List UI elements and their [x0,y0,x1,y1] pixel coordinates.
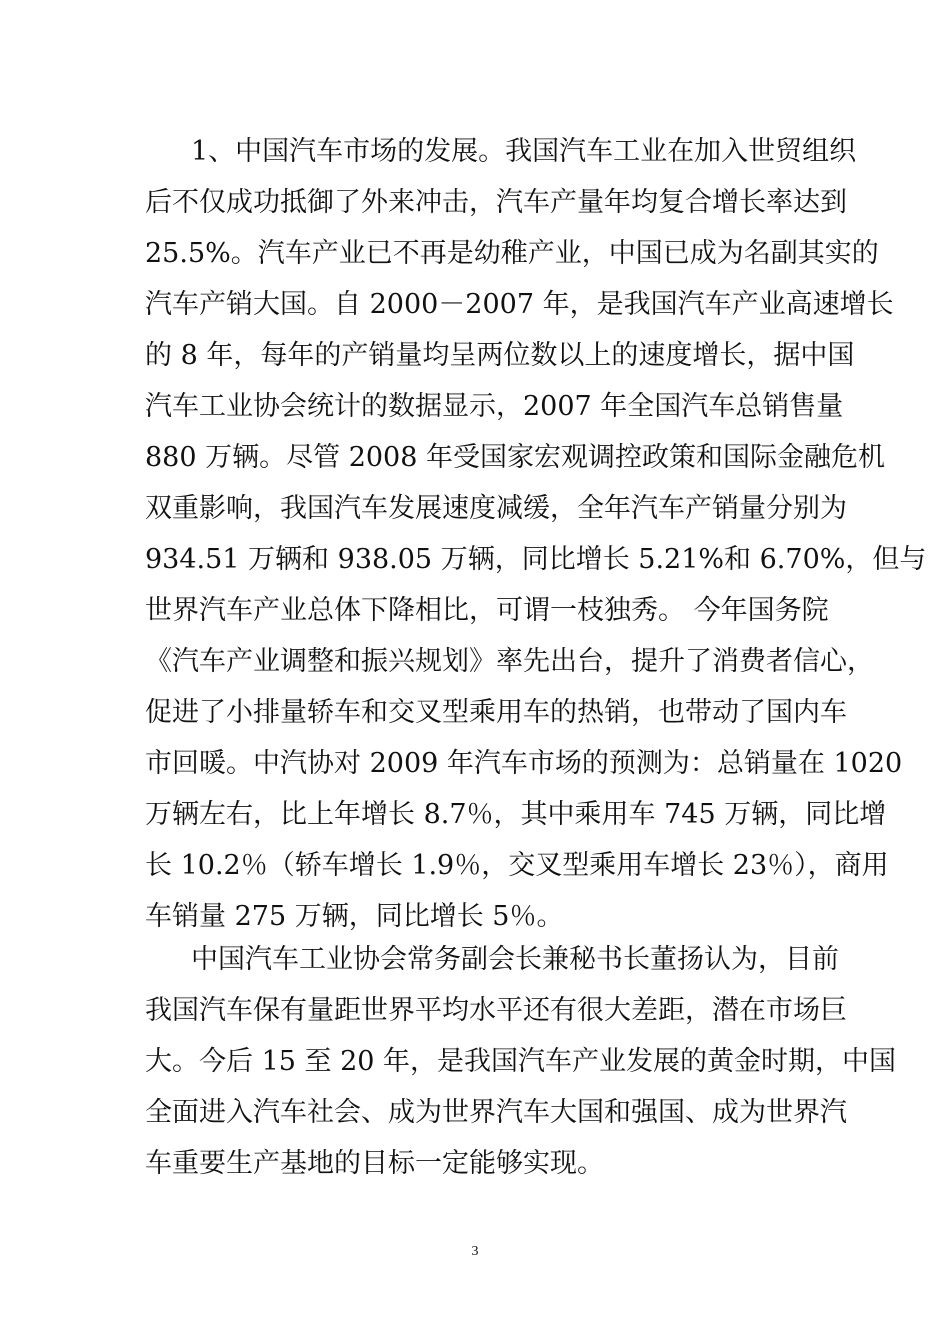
text-line: 《汽车产业调整和振兴规划》率先出台，提升了消费者信心， [145,646,874,677]
text-line: 万辆左右，比上年增长 8.7％，其中乘用车 745 万辆，同比增 [145,799,887,830]
text-line: 车重要生产基地的目标一定能够实现。 [145,1148,604,1179]
text-line: 我国汽车保有量距世界平均水平还有很大差距，潜在市场巨 [145,995,847,1026]
text-line: 世界汽车产业总体下降相比，可谓一枝独秀。 今年国务院 [145,595,829,626]
text-line: 1、中国汽车市场的发展。我国汽车工业在加入世贸组织 [191,136,857,167]
page-number: 3 [471,1244,479,1259]
text-line: 的 8 年，每年的产销量均呈两位数以上的速度增长，据中国 [145,340,855,371]
text-line: 全面进入汽车社会、成为世界汽车大国和强国、成为世界汽 [145,1097,847,1128]
text-line: 934.51 万辆和 938.05 万辆，同比增长 5.21%和 6.70%，但与 [145,544,927,575]
text-line: 双重影响，我国汽车发展速度减缓，全年汽车产销量分别为 [145,493,847,524]
text-line: 后不仅成功抵御了外来冲击，汽车产量年均复合增长率达到 [145,187,847,218]
paragraph-industry-outlook [145,934,897,1189]
text-line: 市回暖。中汽协对 2009 年汽车市场的预测为：总销量在 1020 [145,748,903,779]
text-line: 汽车工业协会统计的数据显示，2007 年全国汽车总销售量 [145,391,844,422]
text-line: 长 10.2％（轿车增长 1.9％，交叉型乘用车增长 23％），商用 [145,850,889,881]
text-line: 大。今后 15 至 20 年，是我国汽车产业发展的黄金时期，中国 [145,1046,897,1077]
text-line: 25.5%。汽车产业已不再是幼稚产业，中国已成为名副其实的 [145,238,879,269]
text-line: 880 万辆。尽管 2008 年受国家宏观调控政策和国际金融危机 [145,442,885,473]
text-line: 中国汽车工业协会常务副会长兼秘书长董扬认为，目前 [191,944,839,975]
paragraph-car-market-development [145,126,927,942]
text-line: 汽车产销大国。自 2000－2007 年，是我国汽车产业高速增长 [145,289,894,320]
text-line: 车销量 275 万辆，同比增长 5％。 [145,901,564,932]
text-line: 促进了小排量轿车和交叉型乘用车的热销，也带动了国内车 [145,697,847,728]
